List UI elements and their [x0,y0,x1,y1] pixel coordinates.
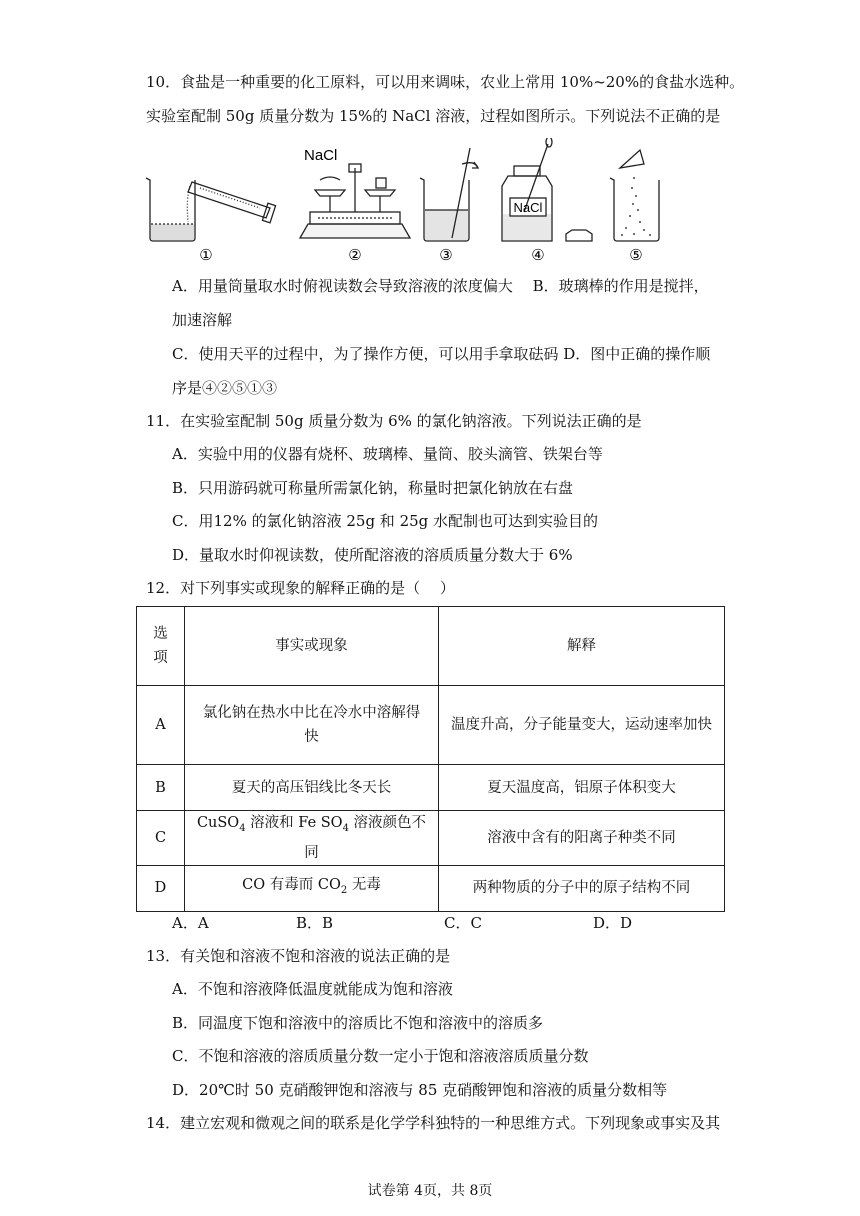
q13-option-c: C．不饱和溶液的溶质质量分数一定小于饱和溶液溶质质量分数 [172,1047,589,1065]
q10-line1: 10．食盐是一种重要的化工原料，可以用来调味，农业上常用 10%~20%的食盐水选种。 [146,73,745,91]
q10-option-d-cont: 序是④②⑤①③ [172,379,278,397]
row-option: B [137,765,185,811]
q11-stem: 11．在实验室配制 50g 质量分数为 6% 的氯化钠溶液。下列说法正确的是 [146,412,642,430]
step-label-1: ① [199,246,213,264]
q12-answer-b: B．B [296,914,334,932]
table-row [137,686,725,765]
step2-balance-drawing [300,164,410,238]
step4-reagent-jar-drawing [502,138,592,241]
row-option: D [137,865,185,911]
q11-option-b: B．只用游码就可称量所需氯化钠，称量时把氯化钠放在右盘 [172,479,574,497]
step5-adding-solid-drawing [610,150,659,241]
row-explanation: 溶液中含有的阳离子种类不同 [439,811,725,866]
row-option: C [137,811,185,866]
q10-experiment-figure [140,138,660,268]
step-label-3: ③ [439,246,453,264]
q10-option-b-cont: 加速溶解 [172,311,233,329]
q12-answer-c: C．C [444,914,482,932]
step-label-2: ② [348,246,362,264]
q10-option-c-d: C．使用天平的过程中，为了操作方便，可以用手拿取砝码 D．图中正确的操作顺 [172,345,711,363]
q13-option-b: B．同温度下饱和溶液中的溶质比不饱和溶液中的溶质多 [172,1014,544,1032]
nacl-jar-label: NaCl [513,200,543,215]
row-fact: 夏天的高压铝线比冬天长 [185,765,439,811]
nacl-label-top: NaCl [304,147,338,164]
q11-option-a: A．实验中用的仪器有烧杯、玻璃棒、量筒、胶头滴管、铁架台等 [172,445,603,463]
q12-stem: 12．对下列事实或现象的解释正确的是（ ） [146,579,455,597]
q13-stem: 13．有关饱和溶液不饱和溶液的说法正确的是 [146,947,451,965]
row-fact: 氯化钠在热水中比在冷水中溶解得 快 [185,686,439,765]
q13-option-a: A．不饱和溶液降低温度就能成为饱和溶液 [172,980,453,998]
header-explanation: 解释 [439,607,725,686]
header-fact: 事实或现象 [185,607,439,686]
q10-option-a-b: A．用量筒量取水时俯视读数会导致溶液的浓度偏大 B．玻璃棒的作用是搅拌， [172,277,709,295]
table-row [137,811,725,866]
step1-pouring-drawing [146,178,276,241]
row-fact: CuSO$_4$ 溶液和 Fe $SO_4$ 溶液颜色不同 [185,811,439,866]
q12-answer-a: A．A [172,914,209,932]
row-explanation: 温度升高，分子能量变大，运动速率加快 [439,686,725,765]
q11-option-c: C．用12% 的氯化钠溶液 25g 和 25g 水配制也可达到实验目的 [172,512,599,530]
row-explanation: 两种物质的分子中的原子结构不同 [439,865,725,911]
page-footer: 试卷第 4页，共 8页 [367,1183,493,1199]
row-fact: CO 有毒而 $CO_2$ 无毒 [185,865,439,911]
step-label-5: ⑤ [629,246,643,264]
q13-option-d: D．20℃时 50 克硝酸钾饱和溶液与 85 克硝酸钾饱和溶液的质量分数相等 [172,1081,668,1099]
q14-stem: 14．建立宏观和微观之间的联系是化学学科独特的一种思维方式。下列现象或事实及其 [146,1114,721,1132]
q11-option-d: D．量取水时仰视读数，使所配溶液的溶质质量分数大于 6% [172,546,573,564]
header-option: 选 项 [137,607,185,686]
row-explanation: 夏天温度高，铝原子体积变大 [439,765,725,811]
q10-line2: 实验室配制 50g 质量分数为 15%的 NaCl 溶液，过程如图所示。下列说法不正确的是 [146,107,721,125]
table-header-row [137,607,725,686]
step-label-4: ④ [531,246,545,264]
row-option: A [137,686,185,765]
table-row [137,865,725,911]
table-row [137,765,725,811]
step3-stirring-drawing [420,148,478,241]
q12-answer-d: D．D [593,914,633,932]
q12-table [136,606,725,912]
